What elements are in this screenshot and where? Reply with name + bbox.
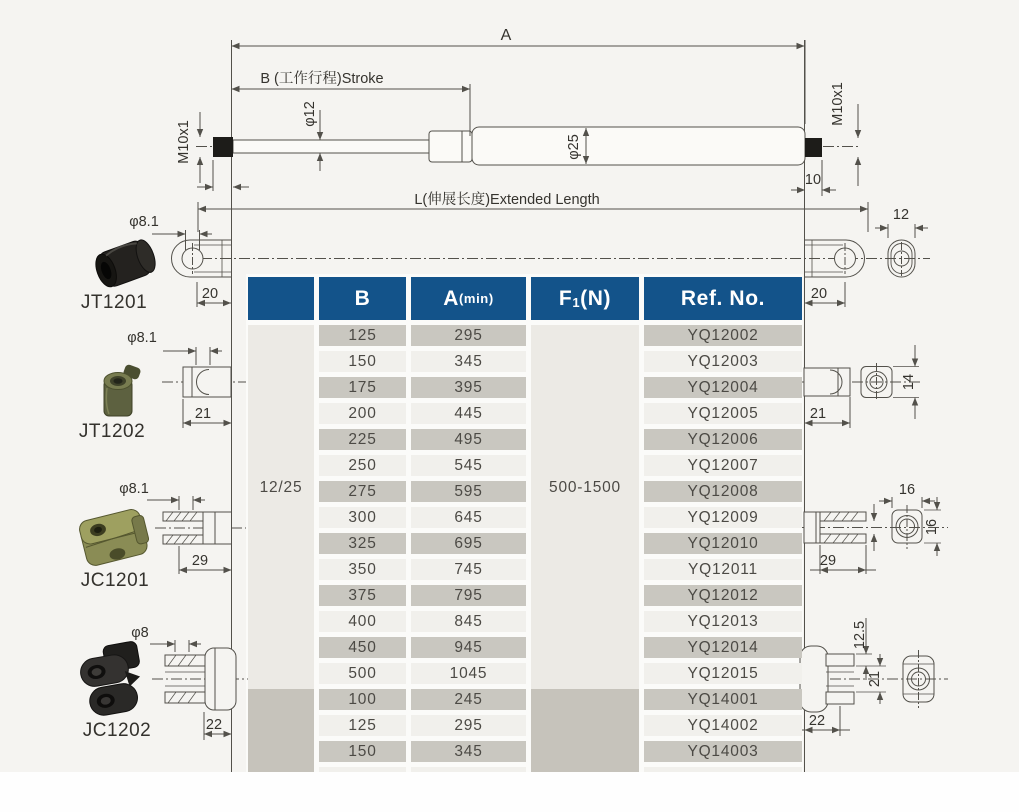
right-jc1201-height-label: 16 (924, 518, 940, 536)
table-row (319, 741, 802, 762)
jc1202-dia-label: φ8 (131, 625, 149, 641)
b-spec-cell: 12/25 (248, 325, 314, 772)
cell-a: 945 (411, 637, 526, 658)
left-eyelet-drawing (152, 230, 231, 307)
cell-ref: YQ12005 (644, 403, 802, 424)
cell-b: 350 (319, 559, 406, 580)
header-a-main: A (443, 286, 459, 310)
header-cell-b: B (319, 277, 406, 320)
table-row (319, 637, 802, 658)
cell-ref: YQ12013 (644, 611, 802, 632)
jt1201-length-label: 20 (201, 286, 219, 302)
dim-b-stroke-label: B (工作行程)Stroke (260, 71, 384, 87)
parts-table (248, 277, 802, 772)
header-a-sub: (min) (458, 291, 494, 306)
cell-b: 225 (319, 429, 406, 450)
table-row (319, 351, 802, 372)
rod-dia-label: φ12 (302, 101, 318, 127)
jt1202-dia-label: φ8.1 (127, 330, 157, 346)
table-row (319, 611, 802, 632)
right-jc1201-length-label: 29 (819, 553, 837, 569)
photo-jt1201 (92, 236, 160, 290)
cell-b: 200 (319, 403, 406, 424)
b-spec-cell-2 (248, 689, 314, 772)
cell-ref: YQ12004 (644, 377, 802, 398)
table-row (319, 715, 802, 736)
dim-l-label: L(伸展长度)Extended Length (414, 192, 600, 208)
table-row (319, 585, 802, 606)
jt1202-name: JT1202 (78, 421, 146, 442)
table-row (319, 507, 802, 528)
right-eyelet-width-label: 12 (892, 207, 910, 223)
cell-a: 245 (411, 689, 526, 710)
cell-b: 100 (319, 689, 406, 710)
cell-a: 295 (411, 325, 526, 346)
cell-a: 445 (411, 403, 526, 424)
cell-a: 695 (411, 533, 526, 554)
thread-block-right (805, 138, 822, 157)
cell-ref: YQ12006 (644, 429, 802, 450)
cell-b: 375 (319, 585, 406, 606)
cell-a: 645 (411, 507, 526, 528)
cell-ref: YQ12003 (644, 351, 802, 372)
right-jt1202-width-label: 14 (901, 373, 917, 391)
jt1201-dia-label: φ8.1 (129, 214, 159, 230)
jc1201-name: JC1201 (80, 570, 150, 591)
cell-b: 500 (319, 663, 406, 684)
cell-a: 395 (411, 377, 526, 398)
thread-block-left (213, 137, 233, 157)
cell-a: 345 (411, 351, 526, 372)
cell-a: 845 (411, 611, 526, 632)
thread-len-right-label: 10 (804, 172, 822, 188)
cell-a: 495 (411, 429, 526, 450)
cell-b: 150 (319, 741, 406, 762)
cell-ref: YQ12012 (644, 585, 802, 606)
cell-ref: YQ12002 (644, 325, 802, 346)
cell-ref: YQ12007 (644, 455, 802, 476)
header-cell-ref-no: Ref. No. (644, 277, 802, 320)
jc1202-length-label: 22 (205, 717, 223, 733)
cell-b: 125 (319, 325, 406, 346)
tube-dia-label: φ25 (566, 134, 582, 160)
cell-b: 125 (319, 715, 406, 736)
cell-b: 275 (319, 481, 406, 502)
cell-ref: YQ12009 (644, 507, 802, 528)
cell-b: 150 (319, 351, 406, 372)
dim-a-label: A (500, 27, 512, 44)
cell-ref: YQ12014 (644, 637, 802, 658)
header-f-sub: 1 (572, 295, 581, 310)
cell-ref: YQ12010 (644, 533, 802, 554)
table-body (248, 277, 802, 772)
jt1201-name: JT1201 (80, 292, 148, 313)
table-row (319, 455, 802, 476)
table-row (319, 689, 802, 710)
cell-ref: YQ12008 (644, 481, 802, 502)
table-row (319, 533, 802, 554)
cell-b: 325 (319, 533, 406, 554)
cell-b: 250 (319, 455, 406, 476)
dim-b-lines (232, 84, 471, 136)
cell-a: 545 (411, 455, 526, 476)
left-jc1202-drawing (150, 640, 236, 740)
jt1202-length-label: 21 (194, 406, 212, 422)
table-row (319, 325, 802, 346)
cell-ref: YQ12015 (644, 663, 802, 684)
cell-b: 300 (319, 507, 406, 528)
cell-a: 345 (411, 741, 526, 762)
cell-ref: YQ12011 (644, 559, 802, 580)
right-eyelet-length-label: 20 (810, 286, 828, 302)
right-jc1202-length-label: 22 (808, 713, 826, 729)
photo-jc1202 (77, 641, 148, 718)
right-jt1202-length-label: 21 (809, 406, 827, 422)
cell-b: 400 (319, 611, 406, 632)
cell-a: 1045 (411, 663, 526, 684)
cell-a: 595 (411, 481, 526, 502)
page-margin (0, 772, 1019, 812)
gas-spring-body (196, 127, 858, 165)
header-f-unit: (N) (580, 286, 612, 310)
thread-left-label: M10x1 (176, 120, 192, 164)
right-jc1202-width-label: 12.5 (852, 620, 868, 650)
table-row (319, 403, 802, 424)
table-row (319, 377, 802, 398)
table-row (319, 559, 802, 580)
table-row (319, 429, 802, 450)
cell-a: 745 (411, 559, 526, 580)
jc1201-length-label: 29 (191, 553, 209, 569)
force-range-cell: 500-1500 (531, 325, 639, 772)
thread-right-label: M10x1 (830, 82, 846, 126)
cell-a: 795 (411, 585, 526, 606)
right-jc1202-height-label: 21 (867, 670, 883, 688)
cell-b: 450 (319, 637, 406, 658)
header-f-main: F (558, 286, 573, 310)
jc1202-name: JC1202 (82, 720, 152, 741)
cell-ref: YQ14001 (644, 689, 802, 710)
left-jc1201-drawing (147, 496, 232, 574)
table-row (319, 663, 802, 684)
cell-a: 295 (411, 715, 526, 736)
cell-ref: YQ14002 (644, 715, 802, 736)
photo-jc1201 (78, 507, 152, 567)
photo-jt1202 (104, 364, 142, 416)
cell-b: 175 (319, 377, 406, 398)
right-jc1201-width-label: 16 (898, 482, 916, 498)
cell-ref: YQ14003 (644, 741, 802, 762)
table-row (319, 481, 802, 502)
jc1201-dia-label: φ8.1 (119, 481, 149, 497)
